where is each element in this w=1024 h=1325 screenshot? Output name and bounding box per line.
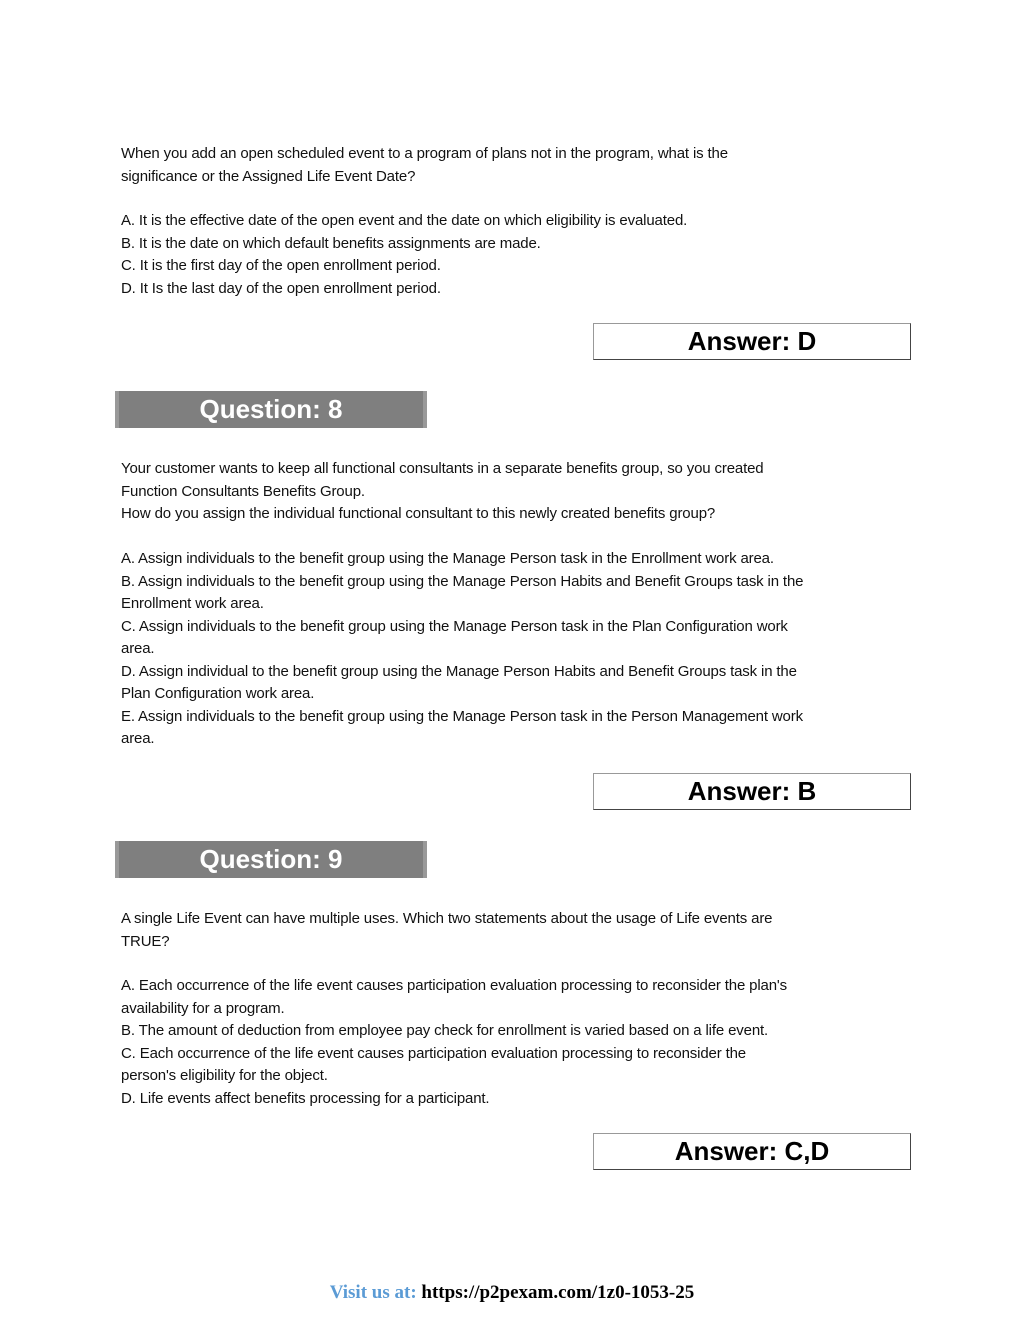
q8-option-e-cont: area. [121,730,155,747]
q9-answer-box [593,1133,911,1170]
q7-stem-line: When you add an open scheduled event to a program of plans not in the program, what is the [121,145,728,162]
q8-answer-box [593,773,911,810]
q8-title-banner [115,391,427,428]
q8-stem-line: How do you assign the individual functional consultant to this newly created benefits group? [121,505,716,522]
q8-option-b-cont: Enrollment work area. [121,595,264,612]
q9-title: Question: 9 [199,844,343,874]
q9-option-a: A. Each occurrence of the life event causes participation evaluation processing to reconsider the plan's [121,977,787,994]
q7-answer: Answer: D [687,326,817,356]
q9-answer: Answer: C,D [674,1136,830,1166]
q8-stem-line: Function Consultants Benefits Group. [121,482,365,500]
q8-title: Question: 8 [199,394,343,424]
q9-option-a-cont: availability for a program. [121,999,285,1017]
q9-stem-line: A single Life Event can have multiple uses. Which two statements about the usage of Life events are [121,910,773,927]
q8-option-b: B. Assign individuals to the benefit group using the Manage Person Habits and Benefit Groups task in the [121,572,804,590]
q7-option-d: D. It Is the last day of the open enrollment period. [121,279,441,297]
q8-stem [121,458,921,526]
q9-title-banner [115,841,427,878]
q9-options [121,975,921,1110]
q9-option-d: D. Life events affect benefits processing for a participant. [121,1089,490,1107]
q7-stem-line: significance or the Assigned Life Event Date? [121,167,416,185]
q9-option-c-cont: person's eligibility for the object. [121,1067,328,1084]
q8-stem-line: Your customer wants to keep all functional consultants in a separate benefits group, so you created [121,460,764,477]
q7-answer-box [593,323,911,360]
q9-stem-line: TRUE? [121,932,170,950]
q7-option-a: A. It is the effective date of the open event and the date on which eligibility is evaluated. [121,212,688,229]
q7-option-c: C. It is the first day of the open enrollment period. [121,257,441,274]
q9-option-b: B. The amount of deduction from employee pay check for enrollment is varied based on a life event. [121,1022,769,1039]
q8-option-e: E. Assign individuals to the benefit group using the Manage Person task in the Person Management work [121,707,803,725]
footer-label: Visit us at: [329,1282,422,1303]
q8-option-c: C. Assign individuals to the benefit group using the Manage Person task in the Plan Configuration work [121,617,788,635]
q8-option-d: D. Assign individual to the benefit group using the Manage Person Habits and Benefit Groups task in the [121,662,797,680]
q8-option-d-cont: Plan Configuration work area. [121,685,315,702]
q9-stem [121,908,921,953]
q8-answer: Answer: B [687,776,817,806]
q9-option-c: C. Each occurrence of the life event causes participation evaluation processing to reconsider the [121,1044,746,1062]
q8-options [121,548,921,751]
footer [0,1282,1024,1304]
footer-url-link[interactable]: https://p2pexam.com/1z0-1053-25 [421,1282,695,1303]
q7-option-b: B. It is the date on which default benefits assignments are made. [121,234,541,252]
q8-option-c-cont: area. [121,640,155,657]
q8-option-a: A. Assign individuals to the benefit group using the Manage Person task in the Enrollment work area. [121,550,774,567]
q7-stem [121,143,921,188]
q7-options [121,210,921,300]
